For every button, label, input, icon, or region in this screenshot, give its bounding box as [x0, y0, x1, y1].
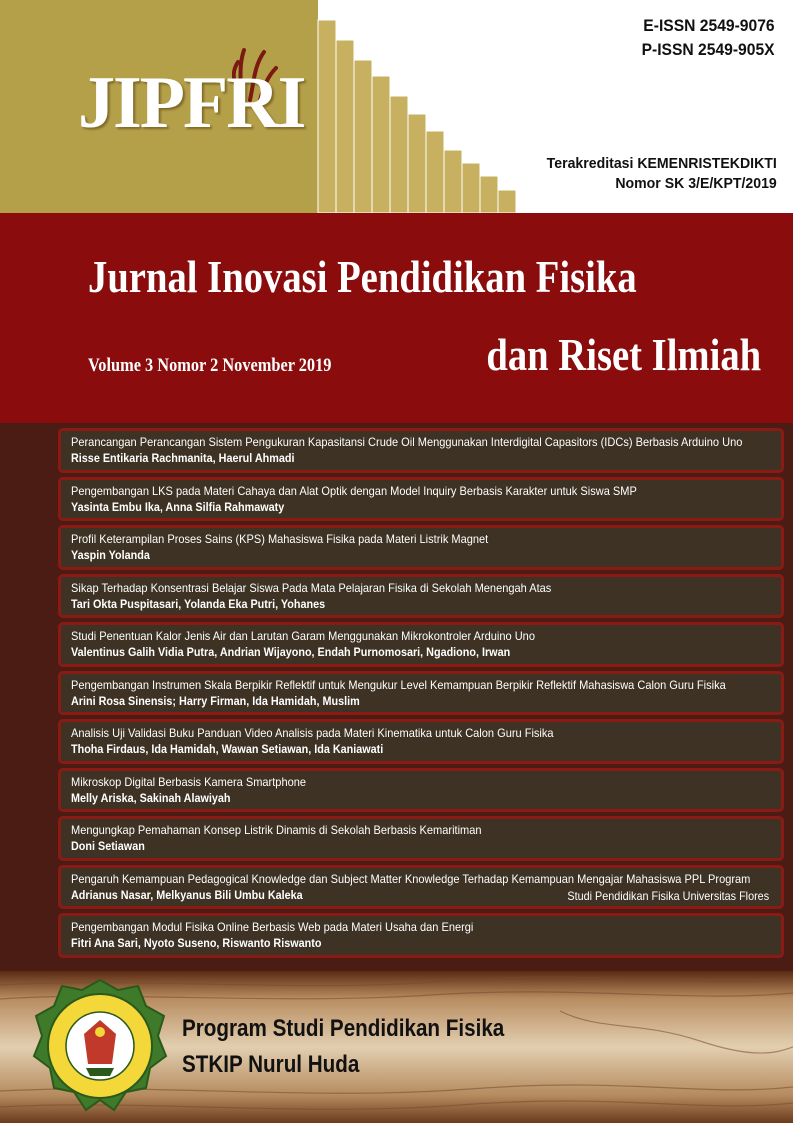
article-item [58, 671, 784, 716]
title-band [0, 213, 793, 423]
article-item [58, 428, 784, 473]
journal-title-line-2: dan Riset Ilmiah [486, 329, 761, 380]
institution-name: STKIP Nurul Huda [182, 1051, 360, 1078]
article-item [58, 525, 784, 570]
article-title: Pengaruh Kemampuan Pedagogical Knowledge dan Subject Matter Knowledge Terhadap Kemampuan Mengajar Mahasiswa PPL Program [71, 871, 751, 886]
article-authors: Valentinus Galih Vidia Putra, Andrian Wijayono, Endah Purnomosari, Ngadiono, Irwan [71, 645, 511, 659]
article-title: Analisis Uji Validasi Buku Panduan Video Analisis pada Materi Kinematika untuk Calon Guru Fisika [71, 726, 554, 740]
article-list [58, 428, 784, 962]
article-authors: Tari Okta Puspitasari, Yolanda Eka Putri, Yohanes [71, 596, 326, 611]
article-item [58, 574, 784, 619]
p-issn: P-ISSN 2549-905X [641, 40, 775, 59]
article-item [58, 913, 784, 958]
article-authors: Doni Setiawan [71, 839, 145, 853]
article-title: Perancangan Perancangan Sistem Pengukuran Kapasitansi Crude Oil Menggunakan Interdigital Capasitors (IDCs) Berbasis Arduino Uno [71, 435, 743, 449]
article-title-continuation: Studi Pendidikan Fisika Universitas Flores [567, 889, 769, 903]
volume-info: Volume 3 Nomor 2 November 2019 [88, 355, 332, 376]
article-item [58, 865, 784, 910]
article-title: Pengembangan LKS pada Materi Cahaya dan Alat Optik dengan Model Inquiry Berbasis Karakter untuk Siswa SMP [71, 483, 637, 498]
article-title: Mikroskop Digital Berbasis Kamera Smartphone [71, 774, 307, 789]
article-authors: Thoha Firdaus, Ida Hamidah, Wawan Setiawan, Ida Kaniawati [71, 742, 384, 756]
article-authors: Yasinta Embu Ika, Anna Silfia Rahmawaty [71, 499, 285, 514]
issn-block [642, 14, 775, 62]
article-item [58, 622, 784, 667]
journal-logo: JIPFRI [78, 62, 305, 144]
article-item [58, 719, 784, 764]
accreditation-block [547, 154, 777, 194]
accreditation-line-1: Terakreditasi KEMENRISTEKDIKTI [546, 155, 777, 172]
article-title: Pengembangan Modul Fisika Online Berbasis Web pada Materi Usaha dan Energi [71, 920, 474, 934]
article-authors: Yaspin Yolanda [71, 548, 150, 562]
article-authors: Adrianus Nasar, Melkyanus Bili Umbu Kaleka [71, 887, 303, 902]
article-item [58, 768, 784, 813]
article-item [58, 477, 784, 522]
college-emblem [30, 976, 170, 1116]
article-title: Studi Penentuan Kalor Jenis Air dan Larutan Garam Menggunakan Mikrokontroler Arduino Uno [71, 629, 535, 643]
article-title: Sikap Terhadap Konsentrasi Belajar Siswa Pada Mata Pelajaran Fisika di Sekolah Menengah Atas [71, 580, 552, 595]
e-issn: E-ISSN 2549-9076 [643, 16, 775, 35]
study-program: Program Studi Pendidikan Fisika [182, 1015, 505, 1042]
article-authors: Arini Rosa Sinensis; Harry Firman, Ida Hamidah, Muslim [71, 693, 360, 708]
article-title: Mengungkap Pemahaman Konsep Listrik Dinamis di Sekolah Berbasis Kemaritiman [71, 823, 482, 837]
article-item [58, 816, 784, 861]
article-authors: Fitri Ana Sari, Nyoto Suseno, Riswanto Riswanto [71, 936, 322, 950]
article-authors: Melly Ariska, Sakinah Alawiyah [71, 790, 231, 805]
journal-title-line-1: Jurnal Inovasi Pendidikan Fisika [88, 251, 637, 302]
article-authors: Risse Entikaria Rachmanita, Haerul Ahmadi [71, 451, 295, 465]
accreditation-line-2: Nomor SK 3/E/KPT/2019 [615, 175, 777, 192]
article-title: Pengembangan Instrumen Skala Berpikir Reflektif untuk Mengukur Level Kemampuan Berpikir Reflektif Mahasiswa Calon Guru Fisika [71, 677, 726, 692]
article-title: Profil Keterampilan Proses Sains (KPS) Mahasiswa Fisika pada Materi Listrik Magnet [71, 532, 489, 546]
